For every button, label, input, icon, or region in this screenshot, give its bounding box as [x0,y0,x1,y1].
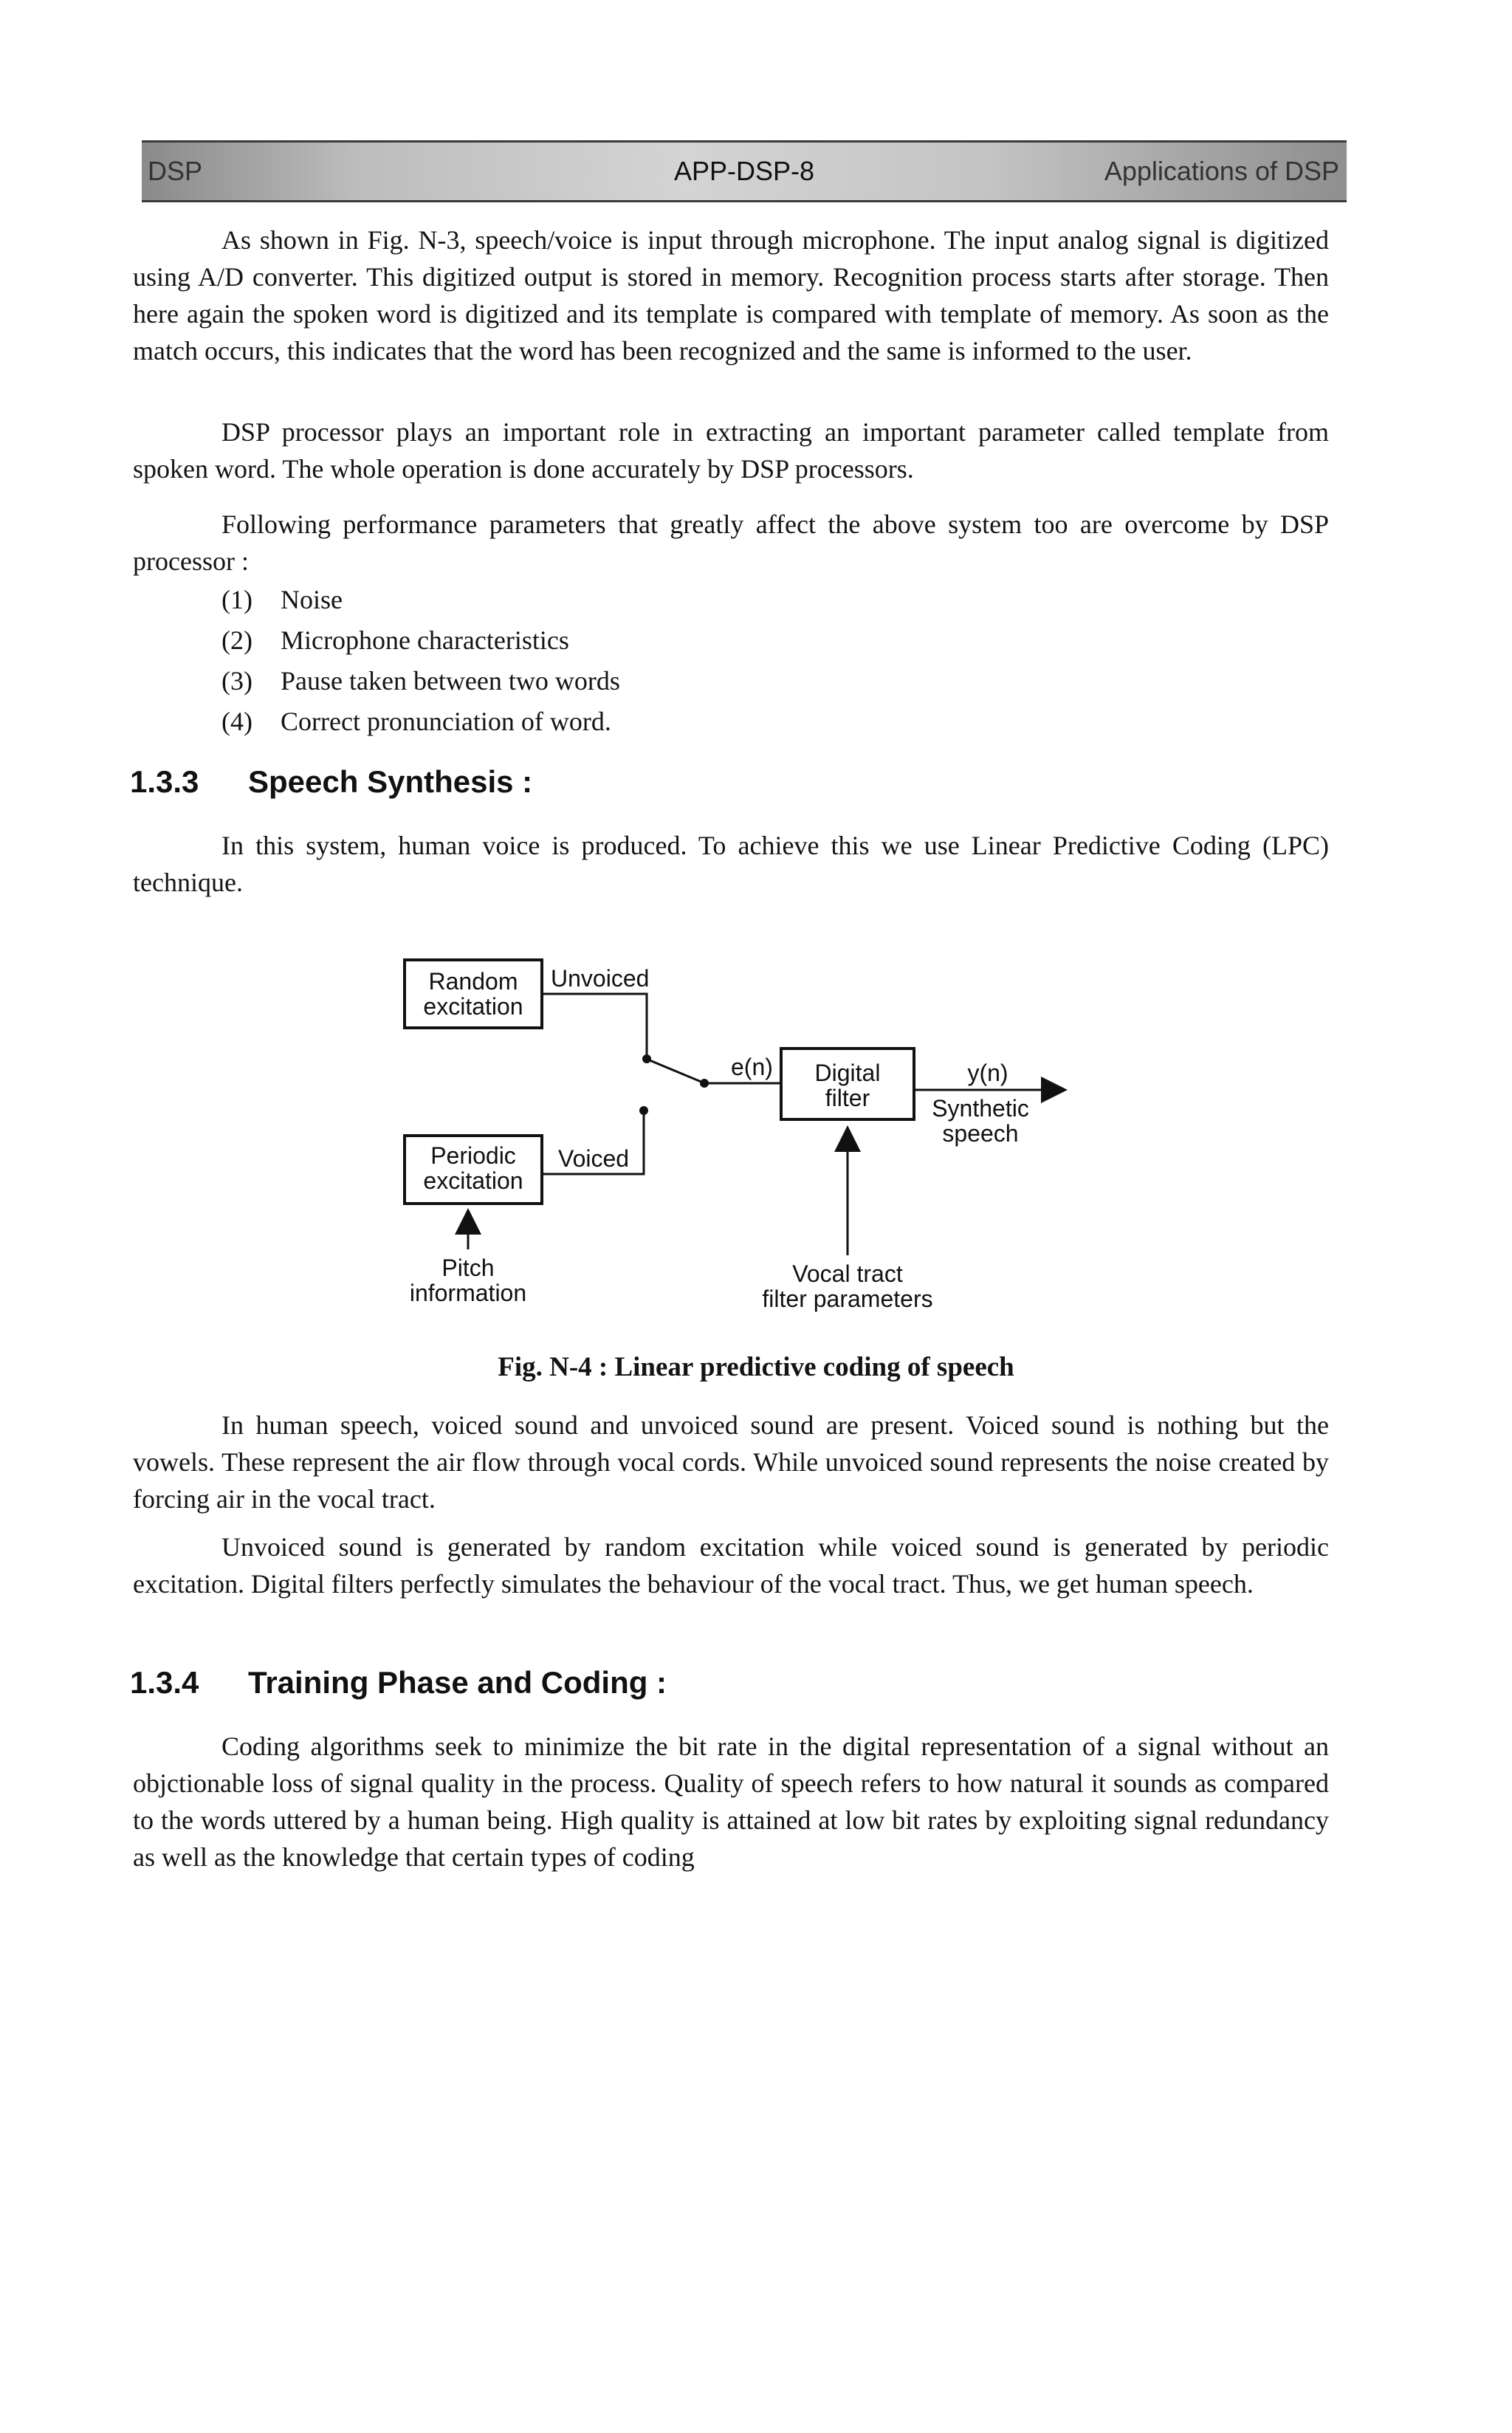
random-excitation-label-1: Random [428,968,518,995]
paragraph-dsp-role: DSP processor plays an important role in extracting an important parameter called template from spoken word. The whole operation is done accurately by DSP processors. [133,417,1329,484]
vocal-tract-label-2: filter parameters [762,1286,933,1312]
list-item: (3) Pause taken between two words [221,666,620,696]
section-title: Speech Synthesis : [248,764,533,799]
list-item: (2) Microphone characteristics [221,625,569,655]
section-number: 1.3.3 [130,764,199,799]
periodic-excitation-label-2: excitation [423,1167,523,1194]
vocal-tract-label-1: Vocal tract [792,1260,903,1287]
pitch-label-1: Pitch [441,1255,495,1281]
voiced-terminal [639,1106,648,1115]
paragraph-lpc-intro: In this system, human voice is produced. To achieve this we use Linear Predictive Coding (LPC) technique. [133,831,1329,897]
header-page-id: APP-DSP-8 [673,156,815,186]
paragraph-voiced-unvoiced: In human speech, voiced sound and unvoiced sound are present. Voiced sound is nothing but the vowels. These represent the air flow through vocal cords. While unvoiced sound represents the noise created by forcing air in the vocal tract. [133,1410,1329,1514]
digital-filter-label-2: filter [825,1085,870,1111]
periodic-excitation-label-1: Periodic [430,1142,516,1169]
list-item: (1) Noise [221,585,343,614]
list-item: (4) Correct pronunciation of word. [221,707,611,736]
paragraph-excitation: Unvoiced sound is generated by random excitation while voiced sound is generated by periodic excitation. Digital filters perfectly simulates the behaviour of the vocal tract. Thus, we get human speech. [133,1532,1329,1599]
paragraph-parameters: Following performance parameters that greatly affect the above system too are overcome by DSP processor : [133,509,1329,576]
header-right: Applications of DSP [1104,156,1339,186]
section-heading-training-coding [130,1665,667,1701]
voiced-label: Voiced [558,1145,630,1172]
pitch-label-2: information [409,1280,527,1306]
unvoiced-line [542,994,647,1056]
section-number: 1.3.4 [130,1665,199,1700]
en-label: e(n) [731,1054,773,1080]
section-title: Training Phase and Coding : [248,1665,667,1700]
synthetic-label-2: speech [942,1120,1019,1147]
figure-caption: Fig. N-4 : Linear predictive coding of speech [498,1352,1014,1382]
paragraph-coding-algorithms: Coding algorithms seek to minimize the bit rate in the digital representation of a signal without an objctionable loss of signal quality in the process. Quality of speech refers to how natural it sounds as compared to the words uttered by a human being. High quality is attained at low bit rates by exploiting signal redundancy as well as the knowledge that certain types of coding [133,1732,1329,1872]
digital-filter-label-1: Digital [814,1060,881,1086]
header-left: DSP [148,156,203,186]
unvoiced-terminal [642,1054,651,1063]
switch-arm [650,1060,703,1082]
unvoiced-label: Unvoiced [551,965,650,992]
random-excitation-label-2: excitation [423,993,523,1020]
paragraph-speech-recognition: As shown in Fig. N-3, speech/voice is input through microphone. The input analog signal is digitized using A/D converter. This digitized output is stored in memory. Recognition process starts after storage. Then here again the spoken word is digitized and its template is compared with template of memory. As soon as the match occurs, this indicates that the word has been recognized and the same is informed to the user. [133,225,1329,366]
yn-label: y(n) [967,1060,1008,1086]
synthetic-label-1: Synthetic [932,1095,1029,1122]
